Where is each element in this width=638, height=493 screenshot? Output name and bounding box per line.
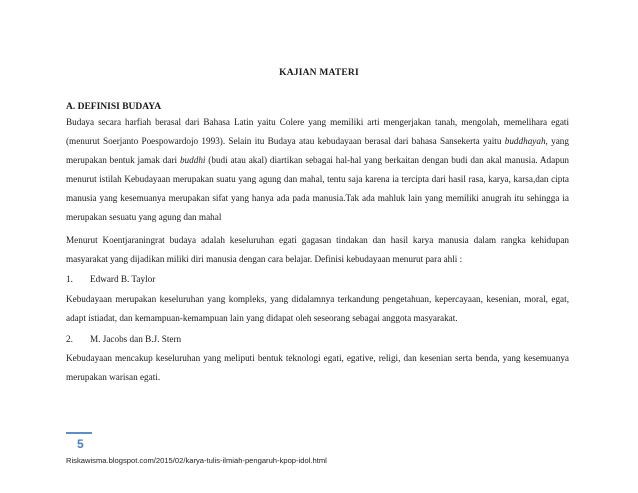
paragraph-jacobs-stern: Kebudayaan mencakup keseluruhan yang meliputi bentuk teknologi egati, egative, religi, dan kesenian serta benda, yang kesemuanya merupakan warisan egati. bbox=[66, 353, 569, 382]
paragraph-text: Budaya secara harfiah berasal dari Bahasa Latin yaitu Colere yang memiliki arti mengerjakan tanah, mengolah, memelihara egati (menurut Soerjanto Poespowardojo 1993). Selain itu Budaya atau kebudayaan berasal dari bahasa Sansekerta yaitu bbox=[66, 117, 569, 146]
page-title: KAJIAN MATERI bbox=[279, 68, 359, 78]
paragraph-text: , yang merupakan bentuk jamak dari bbox=[66, 136, 569, 165]
footer-url: Riskawisma.blogspot.com/2015/02/karya-tulis-ilmiah-pengaruh-kpop-idol.html bbox=[66, 456, 327, 465]
footer-divider bbox=[66, 432, 92, 434]
list-item bbox=[66, 330, 181, 349]
list-item bbox=[66, 270, 155, 289]
italic-term-buddhayah: buddhayah bbox=[504, 136, 546, 146]
list-item-name: Edward B. Taylor bbox=[90, 274, 156, 284]
paragraph-koentjaraningrat: Menurut Koentjaraningrat budaya adalah keseluruhan egati gagasan tindakan dan hasil karya manusia dalam rangka kehidupan masyarakat yang dijadikan miliki diri manusia dengan cara belajar. Definisi kebudayaan menurut para ahli : bbox=[66, 235, 569, 264]
paragraph-text: (budi atau akal) diartikan sebagai hal-hal yang berkaitan dengan budi dan akal manusia. Adapun menurut istilah Kebudayaan merupakan suatu yang agung dan mahal, tentu saja karena ia tercipta dari hasil rasa, karya, karsa,dan cipta manusia yang kesemuanya merupakan sifat yang hanya ada pada manusia.Tak ada mahluk lain yang memiliki anugrah itu sehingga ia merupakan sesuatu yang agung dan mahal bbox=[66, 155, 570, 222]
list-number: 2. bbox=[66, 334, 73, 344]
paragraph-taylor: Kebudayaan merupakan keseluruhan yang kompleks, yang didalamnya terkandung pengetahuan, kepercayaan, kesenian, moral, egat, adapt istiadat, dan kemampuan-kemampuan lain yang didapat oleh seseorang sebagai anggota masyarakat. bbox=[66, 294, 569, 323]
page-number: 5 bbox=[77, 437, 84, 451]
list-number: 1. bbox=[66, 274, 73, 284]
list-item-name: M. Jacobs dan B.J. Stern bbox=[90, 334, 182, 344]
section-heading: A. DEFINISI BUDAYA bbox=[66, 102, 162, 112]
italic-term-buddhi: buddhi bbox=[179, 155, 206, 165]
paragraph-definition bbox=[66, 113, 569, 227]
